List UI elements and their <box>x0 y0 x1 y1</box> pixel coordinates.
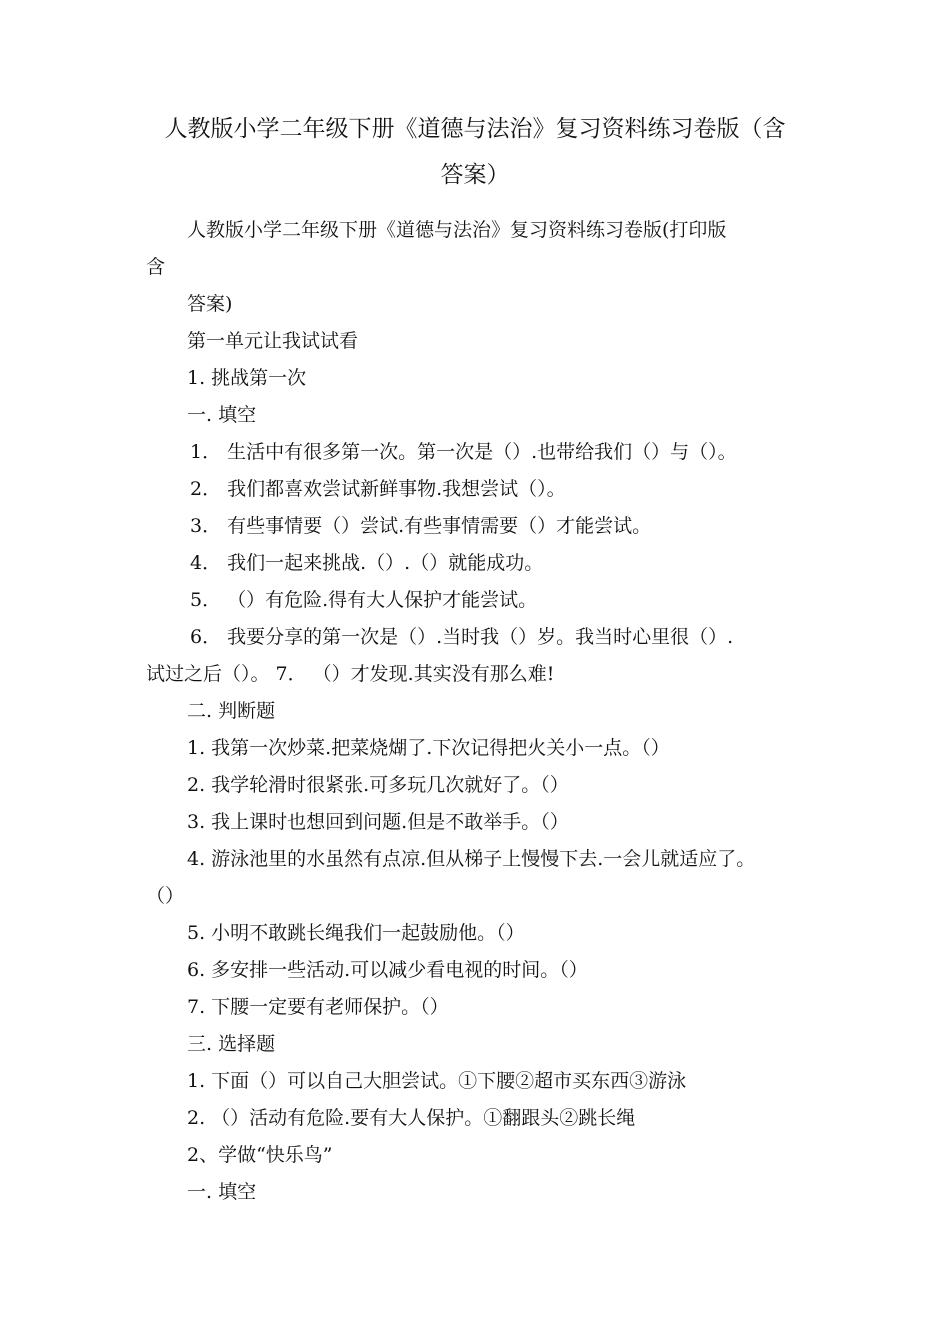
title-line-1: 人教版小学二年级下册《道德与法治》复习资料练习卷版（含 <box>164 116 786 142</box>
question-line: 5. 小明不敢跳长绳我们一起鼓励他。（） <box>187 922 525 944</box>
question-line: 2. （）活动有危险.要有大人保护。①翻跟头②跳长绳 <box>187 1107 636 1129</box>
subtitle-line: 人教版小学二年级下册《道德与法治》复习资料练习卷版(打印版 <box>187 219 727 241</box>
lesson-heading: 1. 挑战第一次 <box>187 367 307 389</box>
title-line-2: 答案） <box>440 162 510 188</box>
question-line: 2. 我学轮滑时很紧张.可多玩几次就好了。（） <box>187 774 569 796</box>
unit-heading: 第一单元让我试试看 <box>187 330 359 352</box>
section-heading-judge: 二. 判断题 <box>187 700 276 722</box>
question-line: 2． 我们都喜欢尝试新鲜事物.我想尝试（）。 <box>190 478 566 500</box>
question-line: 4． 我们一起来挑战.（）.（）就能成功。 <box>190 552 544 574</box>
question-line: 3. 我上课时也想回到问题.但是不敢举手。（） <box>187 811 569 833</box>
question-line: 3． 有些事情要（）尝试.有些事情需要（）才能尝试。 <box>190 515 652 537</box>
question-line: 1． 生活中有很多第一次。第一次是（）.也带给我们（）与（）。 <box>190 441 737 463</box>
question-line: 7. 下腰一定要有老师保护。（） <box>187 996 449 1018</box>
section-heading-choice: 三. 选择题 <box>187 1033 276 1055</box>
subtitle-line-wrap: 含 <box>146 256 166 278</box>
question-line: 1. 下面（）可以自己大胆尝试。①下腰②超市买东西③游泳 <box>187 1070 687 1092</box>
question-line: 4. 游泳池里的水虽然有点凉.但从梯子上慢慢下去.一会儿就适应了。 <box>187 848 756 870</box>
document-title <box>140 106 810 198</box>
subtitle-line-end: 答案) <box>187 293 233 315</box>
question-line: 5． （）有危险.得有大人保护才能尝试。 <box>190 589 538 611</box>
section-heading-fill: 一. 填空 <box>187 404 257 426</box>
question-line: 1. 我第一次炒菜.把菜烧煳了.下次记得把火关小一点。（） <box>187 737 670 759</box>
question-line-wrap: （） <box>146 885 185 907</box>
question-line-wrap: 试过之后（）。 7． （）才发现.其实没有那么难! <box>146 663 555 685</box>
question-line: 6. 多安排一些活动.可以减少看电视的时间。（） <box>187 959 588 981</box>
section-heading-fill: 一. 填空 <box>187 1181 257 1203</box>
question-line: 6． 我要分享的第一次是（）.当时我（）岁。我当时心里很（）. <box>190 626 734 648</box>
lesson-heading: 2、学做“快乐鸟” <box>187 1144 333 1166</box>
document-body <box>146 212 826 1211</box>
